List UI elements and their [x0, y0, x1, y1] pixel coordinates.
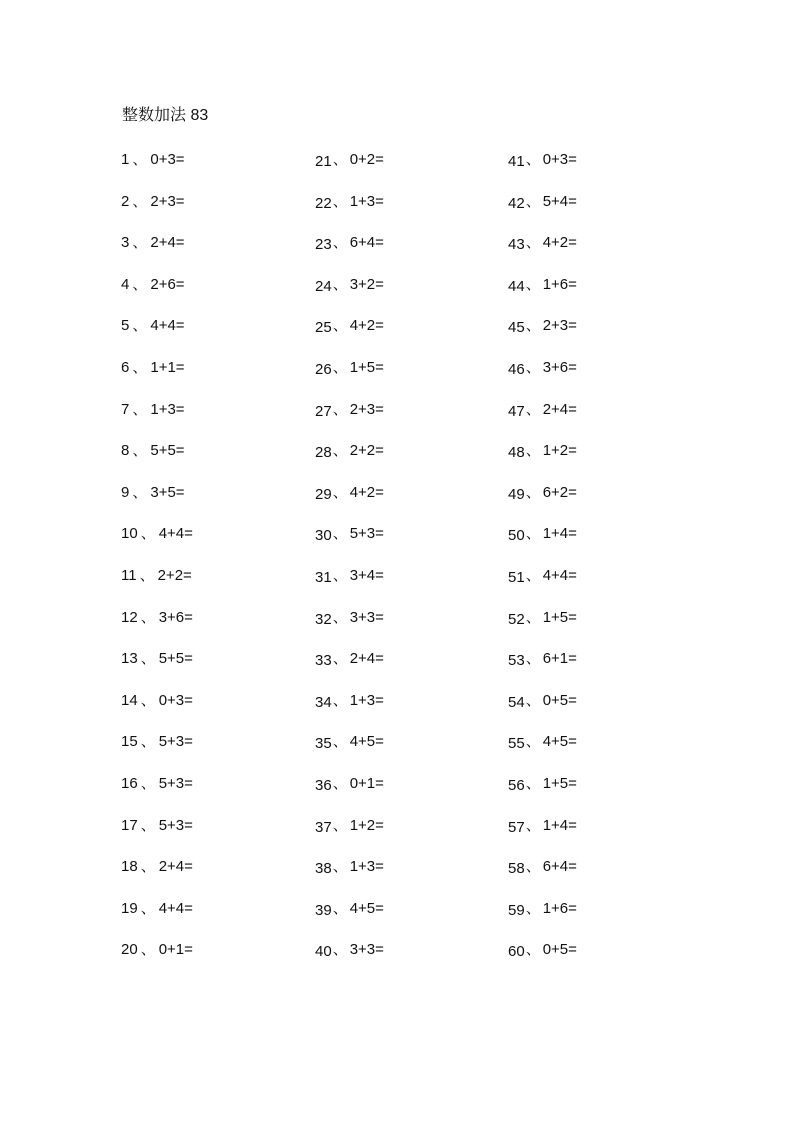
- problem-item: [508, 856, 698, 898]
- problem-number: 52: [508, 610, 525, 628]
- problem-expression: 1+5=: [542, 774, 577, 792]
- problem-separator: 、: [132, 234, 148, 252]
- problem-number: 15: [121, 733, 138, 751]
- problem-expression: 0+1=: [349, 774, 384, 792]
- problem-separator: 、: [525, 192, 541, 210]
- problem-expression: 4+5=: [542, 733, 577, 751]
- problem-number: 16: [121, 774, 138, 792]
- problem-expression: 1+3=: [349, 192, 384, 210]
- problem-item: [121, 440, 311, 482]
- problem-item: [121, 399, 311, 441]
- problem-separator: 、: [332, 358, 348, 376]
- problem-expression: 2+3=: [150, 192, 185, 210]
- problem-separator: 、: [332, 816, 348, 834]
- problem-separator: 、: [140, 525, 156, 543]
- problem-separator: 、: [132, 483, 148, 501]
- problem-expression: 5+5=: [158, 650, 193, 668]
- problem-separator: 、: [140, 816, 156, 834]
- problem-expression: 0+2=: [349, 151, 384, 168]
- problem-separator: 、: [140, 691, 156, 709]
- problem-separator: 、: [132, 317, 148, 335]
- problem-item: [315, 648, 505, 690]
- problem-expression: 2+4=: [150, 234, 185, 252]
- problem-separator: 、: [332, 774, 348, 792]
- problem-item: [121, 898, 311, 940]
- problem-item: [508, 773, 698, 815]
- problem-expression: 5+5=: [150, 442, 185, 460]
- problem-number: 42: [508, 194, 525, 212]
- problem-expression: 6+4=: [349, 234, 384, 252]
- problem-item: [121, 191, 311, 233]
- problem-item: [508, 731, 698, 773]
- problem-separator: 、: [525, 774, 541, 792]
- problem-expression: 0+5=: [542, 691, 577, 709]
- problem-separator: 、: [139, 566, 155, 584]
- problem-item: [121, 357, 311, 399]
- problem-number: 4: [121, 275, 130, 293]
- problem-item: [121, 856, 311, 898]
- problem-expression: 3+4=: [349, 566, 384, 584]
- problem-expression: 2+3=: [542, 317, 577, 335]
- problem-item: [315, 357, 505, 399]
- problem-number: 47: [508, 402, 525, 420]
- problem-item: [315, 815, 505, 857]
- problem-separator: 、: [525, 400, 541, 418]
- problem-expression: 4+5=: [349, 899, 384, 917]
- problem-separator: 、: [525, 650, 541, 668]
- problem-separator: 、: [525, 858, 541, 876]
- problem-separator: 、: [525, 525, 541, 543]
- problem-separator: 、: [525, 899, 541, 917]
- problem-item: [508, 939, 698, 981]
- problem-expression: 1+4=: [542, 525, 577, 543]
- problem-item: [508, 440, 698, 482]
- problem-item: [121, 773, 311, 815]
- problem-item: [121, 815, 311, 857]
- problem-item: [315, 565, 505, 607]
- problem-expression: 1+1=: [150, 358, 185, 376]
- problem-column-1: [121, 149, 311, 981]
- problem-item: [315, 690, 505, 732]
- problem-item: [121, 607, 311, 649]
- problem-number: 20: [121, 941, 138, 959]
- problem-item: [121, 939, 311, 981]
- problem-number: 43: [508, 236, 525, 254]
- problem-expression: 3+5=: [150, 483, 185, 501]
- problem-number: 33: [315, 652, 332, 670]
- problem-item: [315, 399, 505, 441]
- problem-number: 3: [121, 234, 130, 252]
- problem-item: [508, 482, 698, 524]
- problem-item: [121, 565, 311, 607]
- problem-separator: 、: [332, 733, 348, 751]
- problem-expression: 0+1=: [158, 941, 193, 959]
- problem-item: [315, 898, 505, 940]
- problem-number: 39: [315, 901, 332, 919]
- problem-item: [121, 690, 311, 732]
- problem-item: [315, 523, 505, 565]
- problem-number: 45: [508, 319, 525, 337]
- problem-separator: 、: [332, 691, 348, 709]
- problem-separator: 、: [140, 608, 156, 626]
- problem-item: [121, 232, 311, 274]
- problem-item: [508, 232, 698, 274]
- page-title: 整数加法 83: [122, 107, 209, 124]
- problem-separator: 、: [132, 275, 148, 293]
- problem-number: 34: [315, 693, 332, 711]
- problem-number: 13: [121, 650, 138, 668]
- problem-expression: 5+3=: [349, 525, 384, 543]
- problem-number: 58: [508, 860, 525, 878]
- problem-number: 54: [508, 693, 525, 711]
- problem-number: 26: [315, 360, 332, 378]
- problem-number: 18: [121, 858, 138, 876]
- problem-expression: 0+3=: [542, 151, 577, 168]
- problem-separator: 、: [332, 275, 348, 293]
- problem-number: 37: [315, 818, 332, 836]
- problem-item: [508, 565, 698, 607]
- problem-separator: 、: [132, 151, 148, 168]
- problem-item: [315, 607, 505, 649]
- problem-item: [508, 523, 698, 565]
- problem-expression: 1+3=: [150, 400, 185, 418]
- problem-separator: 、: [332, 608, 348, 626]
- problem-separator: 、: [140, 733, 156, 751]
- problem-item: [508, 191, 698, 233]
- problem-number: 44: [508, 277, 525, 295]
- problem-separator: 、: [332, 151, 348, 168]
- problem-separator: 、: [525, 608, 541, 626]
- problem-expression: 1+5=: [542, 608, 577, 626]
- problem-separator: 、: [132, 442, 148, 460]
- problem-separator: 、: [525, 358, 541, 376]
- problem-item: [315, 274, 505, 316]
- problem-number: 30: [315, 527, 332, 545]
- problem-number: 22: [315, 194, 332, 212]
- problem-item: [508, 815, 698, 857]
- problem-item: [315, 856, 505, 898]
- problem-expression: 4+2=: [349, 483, 384, 501]
- problem-number: 49: [508, 485, 525, 503]
- problem-item: [315, 731, 505, 773]
- problem-number: 57: [508, 818, 525, 836]
- problem-separator: 、: [525, 317, 541, 335]
- problem-expression: 4+4=: [150, 317, 185, 335]
- problem-expression: 4+2=: [349, 317, 384, 335]
- problem-separator: 、: [132, 192, 148, 210]
- problem-item: [315, 773, 505, 815]
- problem-separator: 、: [140, 774, 156, 792]
- problem-expression: 3+2=: [349, 275, 384, 293]
- problem-number: 59: [508, 901, 525, 919]
- problem-separator: 、: [332, 858, 348, 876]
- problem-separator: 、: [140, 899, 156, 917]
- problem-number: 8: [121, 442, 130, 460]
- problem-item: [508, 399, 698, 441]
- problem-item: [508, 357, 698, 399]
- problem-expression: 4+2=: [542, 234, 577, 252]
- problem-expression: 2+2=: [349, 442, 384, 460]
- problem-expression: 6+2=: [542, 483, 577, 501]
- problem-expression: 3+6=: [158, 608, 193, 626]
- problem-item: [121, 731, 311, 773]
- problem-expression: 0+5=: [542, 941, 577, 959]
- problem-expression: 2+3=: [349, 400, 384, 418]
- problem-separator: 、: [132, 358, 148, 376]
- problem-expression: 1+6=: [542, 275, 577, 293]
- problem-item: [121, 315, 311, 357]
- problem-expression: 4+5=: [349, 733, 384, 751]
- problem-number: 11: [121, 566, 137, 584]
- problem-item: [121, 648, 311, 690]
- problem-number: 56: [508, 776, 525, 794]
- problem-separator: 、: [525, 733, 541, 751]
- problem-separator: 、: [140, 650, 156, 668]
- problem-expression: 4+4=: [158, 525, 193, 543]
- problem-separator: 、: [332, 400, 348, 418]
- problem-item: [508, 690, 698, 732]
- problem-number: 7: [121, 400, 130, 418]
- problem-expression: 1+3=: [349, 858, 384, 876]
- problem-separator: 、: [525, 941, 541, 959]
- problem-item: [121, 482, 311, 524]
- problem-item: [508, 607, 698, 649]
- problem-separator: 、: [132, 400, 148, 418]
- problem-number: 17: [121, 816, 138, 834]
- problem-expression: 1+5=: [349, 358, 384, 376]
- problem-number: 19: [121, 899, 138, 917]
- problem-number: 55: [508, 735, 525, 753]
- problem-item: [315, 939, 505, 981]
- problem-item: [508, 898, 698, 940]
- problem-number: 41: [508, 153, 525, 170]
- problem-number: 36: [315, 776, 332, 794]
- problem-item: [315, 440, 505, 482]
- problem-separator: 、: [525, 151, 541, 168]
- problem-item: [508, 274, 698, 316]
- problem-number: 38: [315, 860, 332, 878]
- problem-number: 48: [508, 444, 525, 462]
- problem-expression: 5+3=: [158, 733, 193, 751]
- problem-number: 32: [315, 610, 332, 628]
- problem-item: [315, 232, 505, 274]
- problem-expression: 1+3=: [349, 691, 384, 709]
- problem-number: 10: [121, 525, 138, 543]
- problem-expression: 5+3=: [158, 816, 193, 834]
- problem-expression: 3+3=: [349, 608, 384, 626]
- problem-separator: 、: [525, 566, 541, 584]
- problem-number: 1: [121, 151, 130, 168]
- problem-separator: 、: [525, 691, 541, 709]
- problem-number: 9: [121, 483, 130, 501]
- problem-expression: 2+4=: [158, 858, 193, 876]
- problem-expression: 2+4=: [542, 400, 577, 418]
- problem-number: 5: [121, 317, 130, 335]
- problem-expression: 1+6=: [542, 899, 577, 917]
- problem-separator: 、: [332, 899, 348, 917]
- problem-expression: 2+4=: [349, 650, 384, 668]
- problem-separator: 、: [332, 650, 348, 668]
- problem-item: [508, 648, 698, 690]
- problem-expression: 0+3=: [158, 691, 193, 709]
- problem-number: 14: [121, 691, 138, 709]
- problem-expression: 3+6=: [542, 358, 577, 376]
- problem-number: 53: [508, 652, 525, 670]
- problem-expression: 0+3=: [150, 151, 185, 168]
- problem-expression: 6+1=: [542, 650, 577, 668]
- problem-separator: 、: [525, 234, 541, 252]
- problem-expression: 1+2=: [349, 816, 384, 834]
- problem-item: [315, 191, 505, 233]
- problem-expression: 5+4=: [542, 192, 577, 210]
- problem-item: [315, 482, 505, 524]
- problem-separator: 、: [332, 525, 348, 543]
- problem-number: 24: [315, 277, 332, 295]
- problem-column-2: [315, 149, 505, 981]
- problem-separator: 、: [140, 941, 156, 959]
- problem-expression: 1+2=: [542, 442, 577, 460]
- problem-item: [121, 274, 311, 316]
- problem-number: 6: [121, 358, 130, 376]
- problem-item: [121, 523, 311, 565]
- problem-number: 29: [315, 485, 332, 503]
- problem-number: 50: [508, 527, 525, 545]
- problem-number: 28: [315, 444, 332, 462]
- problem-separator: 、: [525, 275, 541, 293]
- problem-number: 27: [315, 402, 332, 420]
- problem-separator: 、: [525, 483, 541, 501]
- problem-number: 35: [315, 735, 332, 753]
- problem-separator: 、: [525, 442, 541, 460]
- problem-item: [508, 315, 698, 357]
- problem-separator: 、: [332, 317, 348, 335]
- problem-expression: 2+2=: [157, 566, 192, 584]
- problem-item: [121, 149, 311, 191]
- problem-expression: 1+4=: [542, 816, 577, 834]
- problem-expression: 6+4=: [542, 858, 577, 876]
- problem-expression: 4+4=: [542, 566, 577, 584]
- problem-separator: 、: [332, 442, 348, 460]
- problem-separator: 、: [332, 192, 348, 210]
- problem-separator: 、: [525, 816, 541, 834]
- problem-item: [315, 149, 505, 191]
- problem-expression: 5+3=: [158, 774, 193, 792]
- problem-number: 46: [508, 360, 525, 378]
- problem-number: 25: [315, 319, 332, 337]
- problem-separator: 、: [332, 566, 348, 584]
- problem-number: 51: [508, 568, 525, 586]
- problem-expression: 4+4=: [158, 899, 193, 917]
- problem-separator: 、: [332, 483, 348, 501]
- problem-number: 23: [315, 236, 332, 254]
- problem-separator: 、: [140, 858, 156, 876]
- problem-number: 2: [121, 192, 130, 210]
- problem-number: 60: [508, 943, 525, 961]
- problem-column-3: [508, 149, 698, 981]
- problem-number: 21: [315, 153, 332, 170]
- problem-separator: 、: [332, 234, 348, 252]
- problem-number: 40: [315, 943, 332, 961]
- problem-number: 12: [121, 608, 138, 626]
- problem-separator: 、: [332, 941, 348, 959]
- problem-number: 31: [315, 568, 332, 586]
- problem-expression: 2+6=: [150, 275, 185, 293]
- problem-expression: 3+3=: [349, 941, 384, 959]
- problem-item: [315, 315, 505, 357]
- problem-item: [508, 149, 698, 191]
